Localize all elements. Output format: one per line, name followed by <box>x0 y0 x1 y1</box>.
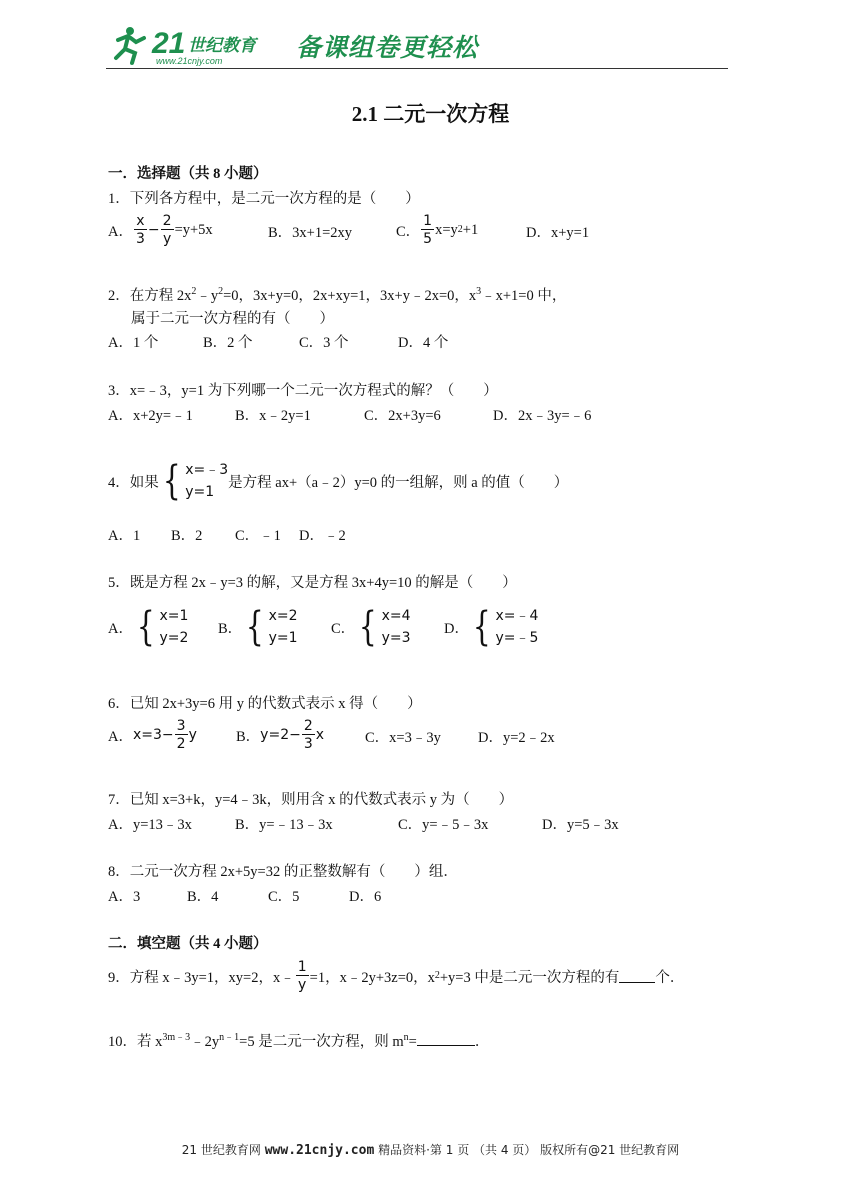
section-heading-fill: 二．填空题（共 4 小题） <box>108 936 268 952</box>
brand-number: 21 <box>152 27 186 60</box>
answer-blank[interactable] <box>619 970 655 983</box>
section-heading-choice: 一．选择题（共 8 小题） <box>108 166 268 182</box>
fraction: $\frac{1}{y}$ <box>297 959 307 993</box>
fraction: $\frac{3}{2}$ <box>176 718 186 752</box>
question-2-option-a: A．1 个 <box>108 335 159 351</box>
question-1-stem: 1．下列各方程中，是二元一次方程的是（ ） <box>108 191 420 207</box>
equation-system: { x=﹣3 y=1 <box>162 458 229 504</box>
question-2-option-c: C．3 个 <box>299 335 349 351</box>
question-10-stem: 10．若 $x^{3m﹣3}﹣2y^{n﹣1}=5$ 是二元一次方程，则 $m^n=$ ． <box>108 1032 490 1050</box>
question-2-option-b: B．2 个 <box>203 335 253 351</box>
question-6-stem: 6．已知 2x+3y=6 用 y 的代数式表示 x 得（ ） <box>108 696 422 712</box>
fraction: $\frac{2}{y}$ <box>162 213 172 247</box>
option-text: =y+5x <box>174 221 213 238</box>
question-5-option-d: D． { x=﹣4 y=﹣5 <box>444 604 539 650</box>
question-7-option-b: B．y=﹣13﹣3x <box>235 817 333 833</box>
footer-left: 21 世纪教育网 <box>181 1143 261 1157</box>
question-6-option-b: B． y=2− $\frac{2}{3}$ x <box>236 718 325 752</box>
equation-system: { x=4 y=3 <box>358 604 411 650</box>
question-5-option-b: B． { x=2 y=1 <box>218 604 298 650</box>
equation-system: { x=2 y=1 <box>245 604 298 650</box>
question-7-option-d: D．y=5﹣3x <box>542 817 619 833</box>
question-4-stem: 4．如果 { x=﹣3 y=1 是方程 ax+（a﹣2）y=0 的一组解，则 a 的值（ ） <box>108 458 569 504</box>
question-8-option-a: A．3 <box>108 889 141 905</box>
question-6-option-d: D．y=2﹣2x <box>478 730 555 746</box>
question-7-option-c: C．y=﹣5﹣3x <box>398 817 489 833</box>
question-8-option-d: D．6 <box>349 889 382 905</box>
question-7-option-a: A．y=13﹣3x <box>108 817 192 833</box>
brand-name: 世纪教育 <box>188 36 256 56</box>
option-label: A． <box>108 223 133 240</box>
question-7-stem: 7．已知 x=3+k，y=4﹣3k，则用含 x 的代数式表示 y 为（ ） <box>108 792 514 808</box>
brace-icon: { <box>358 604 377 650</box>
question-9-stem: 9．方程 x﹣3y=1，xy=2，x﹣ $\frac{1}{y}$ =1，x﹣2y+3z=0，x 2 +y=3 中是二元一次方程的有 个． <box>108 959 685 993</box>
equation-system: { x=﹣4 y=﹣5 <box>472 604 539 650</box>
header-logo <box>108 22 528 68</box>
page-footer <box>0 1141 861 1158</box>
runner-icon <box>116 27 144 63</box>
question-1-option-c: C． $\frac{1}{5}$ x=y 2 +1 <box>396 213 479 247</box>
question-3-stem: 3．x=﹣3，y=1 为下列哪一个二元一次方程式的解？（ ） <box>108 383 498 399</box>
question-8-stem: 8．二元一次方程 2x+5y=32 的正整数解有（ ）组． <box>108 864 458 880</box>
question-4-option-a: A．1 <box>108 528 141 544</box>
question-6-option-a: A． x=3− $\frac{3}{2}$ y <box>108 718 197 752</box>
question-5-option-a: A． { x=1 y=2 <box>108 604 189 650</box>
fraction: $\frac{x}{3}$ <box>135 213 145 247</box>
logo-graphic <box>108 22 528 68</box>
question-1-option-d: D．x+y=1 <box>526 225 590 241</box>
question-4-option-b: B．2 <box>171 528 203 544</box>
question-8-option-c: C．5 <box>268 889 300 905</box>
question-2-option-d: D．4 个 <box>398 335 449 351</box>
question-3-option-b: B．x﹣2y=1 <box>235 408 311 424</box>
question-3-option-c: C．2x+3y=6 <box>364 408 441 424</box>
question-2-stem: 2．在方程 $2x^2﹣y^2=0$，3x+y=0，2x+xy=1，3x+y﹣2x=0，$x^3﹣x+1=0$ 中， <box>108 286 567 304</box>
page-title: 2.1 二元一次方程 <box>351 102 510 126</box>
brand-url: www.21cnjy.com <box>156 56 223 66</box>
brace-icon: { <box>136 604 155 650</box>
footer-site-link[interactable]: www.21cnjy.com <box>264 1143 375 1158</box>
fraction: $\frac{2}{3}$ <box>303 718 313 752</box>
equation-system: { x=1 y=2 <box>136 604 189 650</box>
question-4-option-c: C．﹣1 <box>235 528 281 544</box>
fraction: $\frac{1}{5}$ <box>423 213 433 247</box>
header-rule <box>106 68 728 69</box>
question-8-option-b: B．4 <box>187 889 219 905</box>
answer-blank[interactable] <box>417 1033 475 1046</box>
question-3-option-d: D．2x﹣3y=﹣6 <box>493 408 592 424</box>
question-3-option-a: A．x+2y=﹣1 <box>108 408 193 424</box>
question-5-stem: 5．既是方程 2x﹣y=3 的解，又是方程 3x+4y=10 的解是（ ） <box>108 575 517 591</box>
question-1-option-a <box>108 212 213 248</box>
question-5-option-c: C． { x=4 y=3 <box>331 604 411 650</box>
minus-sign: − <box>147 222 160 238</box>
question-2-stem-line2: 属于二元一次方程的有（ ） <box>131 311 334 327</box>
question-1-option-b: B．3x+1=2xy <box>268 225 353 241</box>
question-4-option-d: D．﹣2 <box>299 528 346 544</box>
brace-icon: { <box>472 604 491 650</box>
header-slogan: 备课组卷更轻松 <box>296 33 479 62</box>
question-6-option-c: C．x=3﹣3y <box>365 730 441 746</box>
brace-icon: { <box>162 458 181 504</box>
brace-icon: { <box>245 604 264 650</box>
footer-right: 精品资料·第 1 页 （共 4 页） 版权所有@21 世纪教育网 <box>378 1143 680 1157</box>
